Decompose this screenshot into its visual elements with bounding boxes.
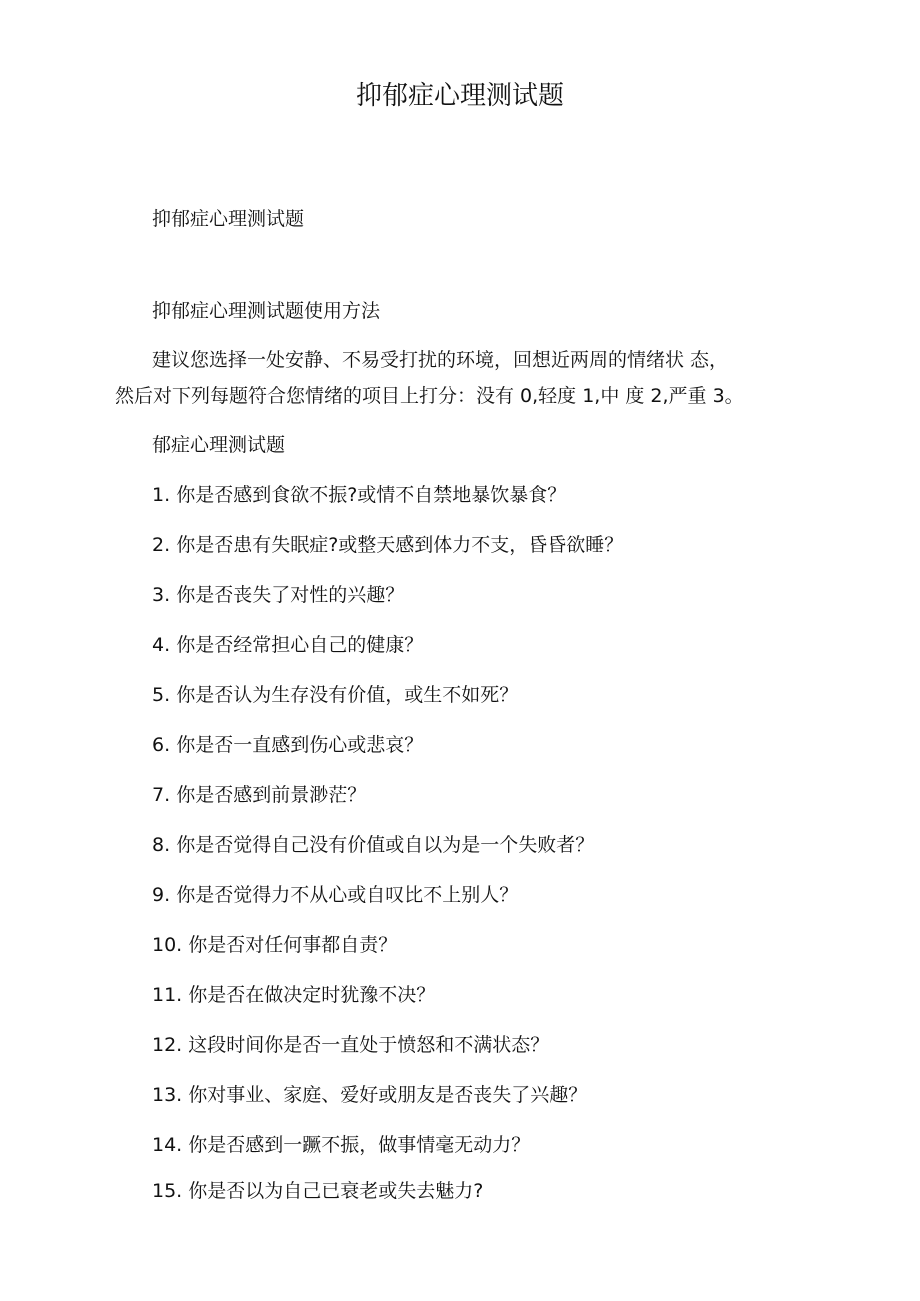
question-number: 2. <box>152 534 171 556</box>
document-subtitle: 抑郁症心理测试题 <box>152 208 305 230</box>
question-number: 5. <box>152 684 171 706</box>
section-heading: 郁症心理测试题 <box>152 434 286 456</box>
question-item <box>152 1177 483 1205</box>
question-number: 7. <box>152 784 171 806</box>
question-text: 你是否认为生存没有价值，或生不如死？ <box>176 684 519 706</box>
question-item <box>152 731 423 759</box>
question-text: 你是否一直感到伤心或悲哀？ <box>176 734 424 756</box>
question-item <box>152 1031 549 1059</box>
question-number: 13. <box>152 1084 183 1106</box>
question-item <box>152 831 594 859</box>
question-text: 你是否感到一蹶不振，做事情毫无动力？ <box>188 1134 531 1156</box>
question-text: 你是否以为自己已衰老或失去魅力? <box>188 1180 484 1202</box>
instructions-line-1: 建议您选择一处安静、不易受打扰的环境，回想近两周的情绪状 态， <box>152 349 729 371</box>
question-item <box>152 981 435 1009</box>
question-number: 11. <box>152 984 183 1006</box>
question-text: 这段时间你是否一直处于愤怒和不满状态？ <box>188 1034 550 1056</box>
question-text: 你对事业、家庭、爱好或朋友是否丧失了兴趣？ <box>188 1084 588 1106</box>
question-item <box>152 931 397 959</box>
question-text: 你是否丧失了对性的兴趣？ <box>176 584 405 606</box>
question-text: 你是否经常担心自己的健康？ <box>176 634 424 656</box>
instructions-line-2: 然后对下列每题符合您情绪的项目上打分：没有 0,轻度 1,中 度 2,严重 3。 <box>115 385 744 407</box>
question-item <box>152 1081 587 1109</box>
usage-heading: 抑郁症心理测试题使用方法 <box>152 300 381 322</box>
question-number: 10. <box>152 934 183 956</box>
question-number: 12. <box>152 1034 183 1056</box>
document-title: 抑郁症心理测试题 <box>355 81 564 111</box>
question-number: 8. <box>152 834 171 856</box>
question-text: 你是否感到食欲不振?或情不自禁地暴饮暴食？ <box>176 484 567 506</box>
question-number: 15. <box>152 1180 183 1202</box>
question-item <box>152 631 423 659</box>
question-item <box>152 881 518 909</box>
question-number: 1. <box>152 484 171 506</box>
question-text: 你是否患有失眠症?或整天感到体力不支，昏昏欲睡？ <box>176 534 624 556</box>
question-item <box>152 531 623 559</box>
question-text: 你是否觉得力不从心或自叹比不上别人？ <box>176 884 519 906</box>
question-item <box>152 781 366 809</box>
question-text: 你是否对任何事都自责？ <box>188 934 398 956</box>
question-number: 6. <box>152 734 171 756</box>
question-number: 3. <box>152 584 171 606</box>
question-text: 你是否觉得自己没有价值或自以为是一个失败者？ <box>176 834 595 856</box>
question-item <box>152 1131 530 1159</box>
question-text: 你是否在做决定时犹豫不决？ <box>188 984 436 1006</box>
question-text: 你是否感到前景渺茫？ <box>176 784 367 806</box>
question-item <box>152 681 518 709</box>
question-number: 4. <box>152 634 171 656</box>
question-number: 14. <box>152 1134 183 1156</box>
question-item <box>152 481 566 509</box>
question-number: 9. <box>152 884 171 906</box>
question-item <box>152 581 404 609</box>
